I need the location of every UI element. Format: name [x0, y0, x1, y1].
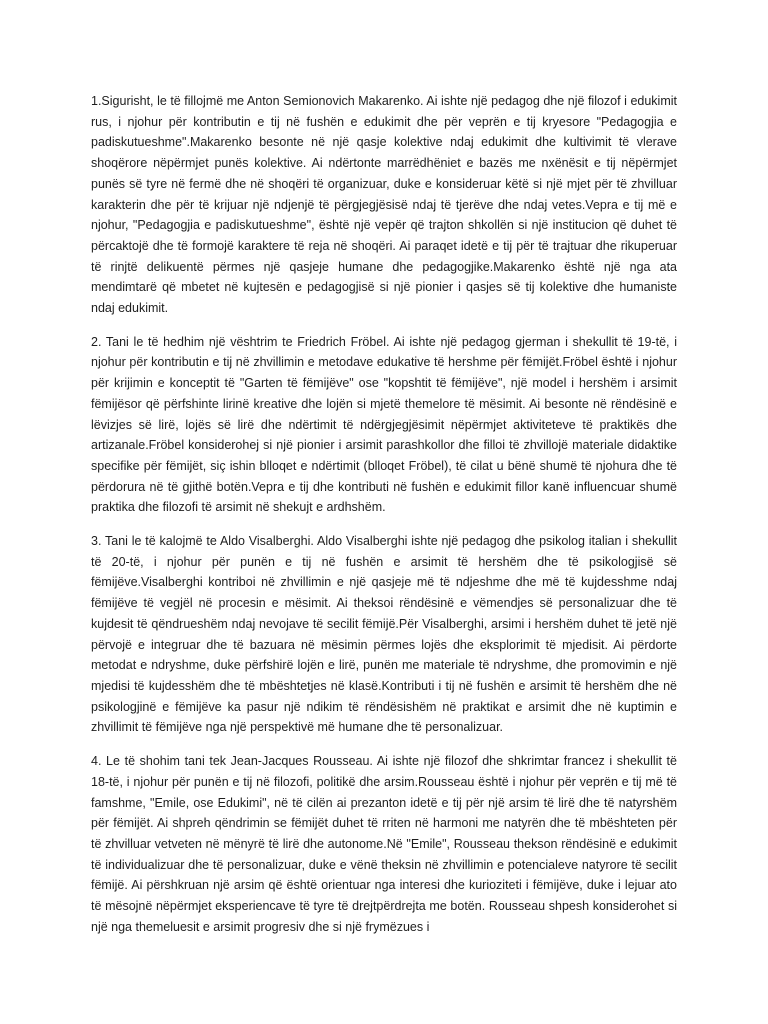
paragraph-visalberghi: 3. Tani le të kalojmë te Aldo Visalberghi. Aldo Visalberghi ishte një pedagog dhe psikolog italian i shekullit të 20-të, i njohur për punën e tij në fushën e arsimit të hershëm dhe të psikologjisë së fëmijëve.Visalberghi kontriboi në zhvillimin e një qasjeje më të ndjeshme dhe më të kujdesshme ndaj fëmijëve të vegjël në procesin e mësimit. Ai theksoi rëndësinë e vëmendjes së personalizuar dhe të kujdesit të qëndrueshëm ndaj nevojave të secilit fëmijë.Për Visalberghi, arsimi i hershëm duhet të jetë një përvojë e integruar dhe të bazuara në mësimin përmes lojës dhe eksplorimit të mjedisit. Ai përdorte metodat e ndryshme, duke përfshirë lojën e lirë, punën me materiale të ndryshme, dhe promovimin e një mjedisi të kujdesshëm dhe të mbështetjes në klasë.Kontributi i tij në fushën e arsimit të hershëm dhe në psikologjinë e fëmijëve ka pasur një ndikim të rëndësishëm në praktikat e arsimit dhe në kuptimin e zhvillimit të fëmijëve nga një perspektivë më humane dhe të personalizuar. — [91, 534, 677, 735]
paragraph-rousseau: 4. Le të shohim tani tek Jean-Jacques Rousseau. Ai ishte një filozof dhe shkrimtar francez i shekullit të 18-të, i njohur për punën e tij në filozofi, politikë dhe arsim.Rousseau është i njohur për veprën e tij më të famshme, "Emile, ose Edukimi", në të cilën ai prezanton idetë e tij për një arsim të lirë dhe të natyrshëm për fëmijët. Ai shpreh qëndrimin se fëmijët duhet të rriten në harmoni me natyrën dhe të mbështeten për të zhvilluar vetveten në mënyrë të lirë dhe autonome.Në "Emile", Rousseau thekson rëndësinë e edukimit të individualizuar dhe të personalizuar, duke e vënë theksin në zhvillimin e potencialeve natyrore të secilit fëmijë. Ai përshkruan një arsim që është orientuar nga interesi dhe kurioziteti i fëmijëve, duke i lejuar ato të mësojnë nëpërmjet eksperiencave të tyre të drejtpërdrejta me botën. Rousseau shpesh konsiderohet si një nga themeluesit e arsimit progresiv dhe si një frymëzues i — [91, 754, 677, 934]
paragraph-frobel: 2. Tani le të hedhim një vështrim te Friedrich Fröbel. Ai ishte një pedagog gjerman i shekullit të 19-të, i njohur për kontributin e tij në zhvillimin e metodave edukative të hershme për fëmijët.Fröbel është i njohur për krijimin e konceptit të "Garten të fëmijëve" ose "kopshtit të fëmijëve", një model i hershëm i arsimit fëmijësor që përfshinte lirinë kreative dhe lojën si mjetë themelore të mësimit. Ai besonte në rëndësinë e lëvizjes së lirë, lojës së lirë dhe ndërtimit të ndërgjegjësimit nëpërmjet aktiviteteve të praktikës dhe artizanale.Fröbel konsiderohej si një pionier i arsimit parashkollor dhe filloi të zhvillojë materiale didaktike specifike për fëmijët, siç ishin blloqet e ndërtimit (blloqet Fröbel), të cilat u bënë shumë të njohura dhe të përdorura në të gjithë botën.Vepra e tij dhe kontributi në fushën e edukimit fillor kanë influencuar shumë praktika dhe filozofi të arsimit në shekujt e ardhshëm. — [91, 334, 677, 515]
paragraph-makarenko: 1.Sigurisht, le të fillojmë me Anton Semionovich Makarenko. Ai ishte një pedagog dhe një filozof i edukimit rus, i njohur për kontributin e tij në fushën e edukimit dhe për veprën e tij kryesore "Pedagogjia e padiskutueshme".Makarenko besonte në një qasje kolektive ndaj edukimit dhe kultivimit të vlerave shoqërore nëpërmjet punës kolektive. Ai ndërtonte marrëdhëniet e bazës me nxënësit e tij nëpërmjet punës së tyre në fermë dhe në shoqëri të organizuar, duke e konsideruar këtë si një mjet për të zhvilluar karakterin dhe për të krijuar një ndjenjë të përgjegjësisë ndaj të tjerëve dhe ndaj vetes.Vepra e tij më e njohur, "Pedagogjia e padiskutueshme", është një vepër që trajton shkollën si një institucion që duhet të përcaktojë dhe të formojë karaktere të reja në shoqëri. Ai paraqet idetë e tij për të trajtuar dhe rikuperuar të rinjtë delikuentë përmes një qasjeje humane dhe pedagogjike.Makarenko është një nga ata mendimtarë që mbetet në kujtesën e pedagogjisë si një pionier i qasjes së tij kolektive dhe humaniste ndaj edukimit. — [91, 94, 677, 316]
document-body — [91, 91, 677, 950]
